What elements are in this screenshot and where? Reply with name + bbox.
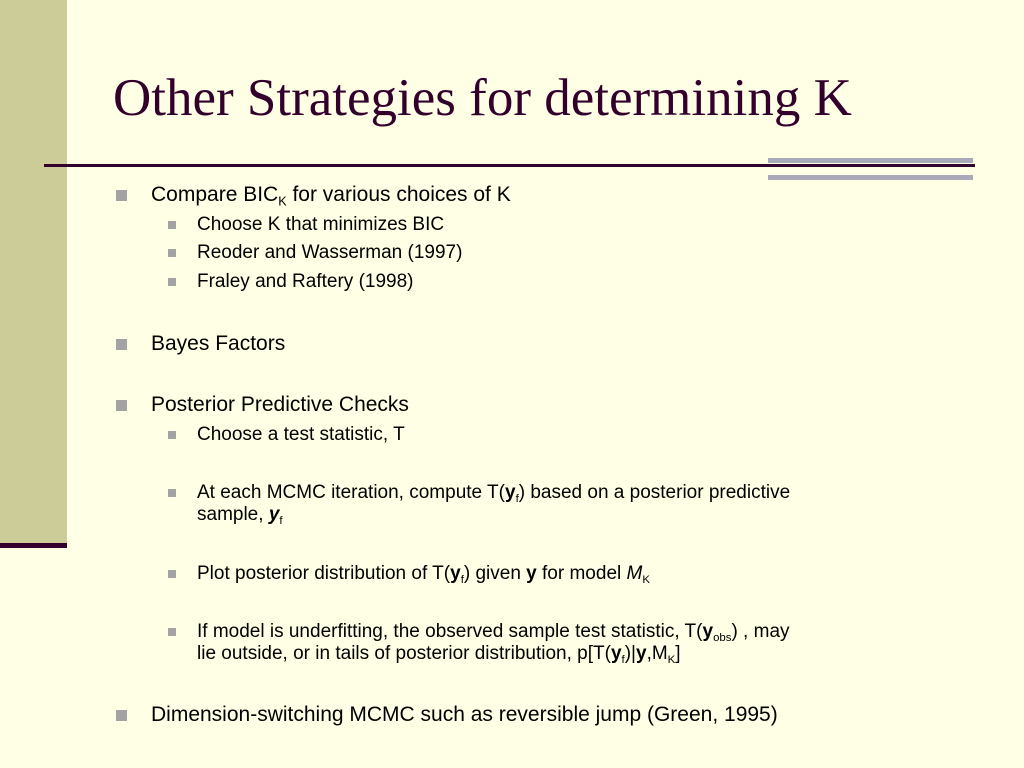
slide-title: Other Strategies for determining K bbox=[113, 69, 852, 127]
bullet-text-line-2: sample, $y_f$ bbox=[197, 504, 283, 527]
bullet-posterior-predictive-checks bbox=[151, 393, 409, 417]
square-bullet-icon bbox=[116, 710, 127, 721]
bullet-text: Bayes Factors bbox=[151, 332, 286, 355]
bullet-text: Fraley and Raftery (1998) bbox=[197, 271, 414, 292]
square-bullet-icon bbox=[116, 190, 127, 201]
subbullet-underfitting bbox=[197, 621, 790, 665]
bullet-text-line-2: lie outside, or in tails of posterior distribution, $p[T(y_f)|y,M_K]$ bbox=[197, 643, 681, 666]
square-bullet-icon bbox=[116, 400, 127, 411]
bullet-compare-bic bbox=[151, 183, 511, 207]
subbullet-reoder-wasserman bbox=[197, 242, 462, 264]
square-bullet-icon bbox=[168, 628, 176, 636]
bullet-text-line-1: If model is underfitting, the observed sample test statistic, $T(y_{obs})$ , may bbox=[197, 621, 790, 644]
square-bullet-icon bbox=[116, 339, 127, 350]
subbullet-choose-k bbox=[197, 214, 444, 236]
bullet-text: Choose a test statistic, T bbox=[197, 424, 405, 445]
bullet-text: Choose K that minimizes BIC bbox=[197, 214, 445, 235]
bullet-text: Posterior Predictive Checks bbox=[151, 393, 409, 416]
bullet-dimension-switching bbox=[151, 703, 778, 727]
bullet-bayes-factors bbox=[151, 332, 285, 356]
square-bullet-icon bbox=[168, 489, 176, 497]
bullet-text: Reoder and Wasserman (1997) bbox=[197, 242, 463, 263]
square-bullet-icon bbox=[168, 431, 176, 439]
bullet-text-line-1: At each MCMC iteration, compute $T(y_f)$ based on a posterior predictive bbox=[197, 482, 791, 505]
subbullet-plot-posterior bbox=[197, 563, 650, 585]
bullet-text: Dimension-switching MCMC such as reversible jump (Green, 1995) bbox=[151, 703, 778, 726]
square-bullet-icon bbox=[168, 278, 176, 286]
subbullet-fraley-raftery bbox=[197, 271, 414, 293]
bullet-text: Plot posterior distribution of $T(y_f)$ given y for model $M_K$ bbox=[197, 563, 650, 586]
square-bullet-icon bbox=[168, 249, 176, 257]
subbullet-mcmc-iteration bbox=[197, 482, 790, 526]
bullet-text: Compare $BIC_K$ for various choices of K bbox=[151, 183, 511, 209]
square-bullet-icon bbox=[168, 221, 176, 229]
square-bullet-icon bbox=[168, 570, 176, 578]
subbullet-choose-test-statistic bbox=[197, 424, 405, 446]
